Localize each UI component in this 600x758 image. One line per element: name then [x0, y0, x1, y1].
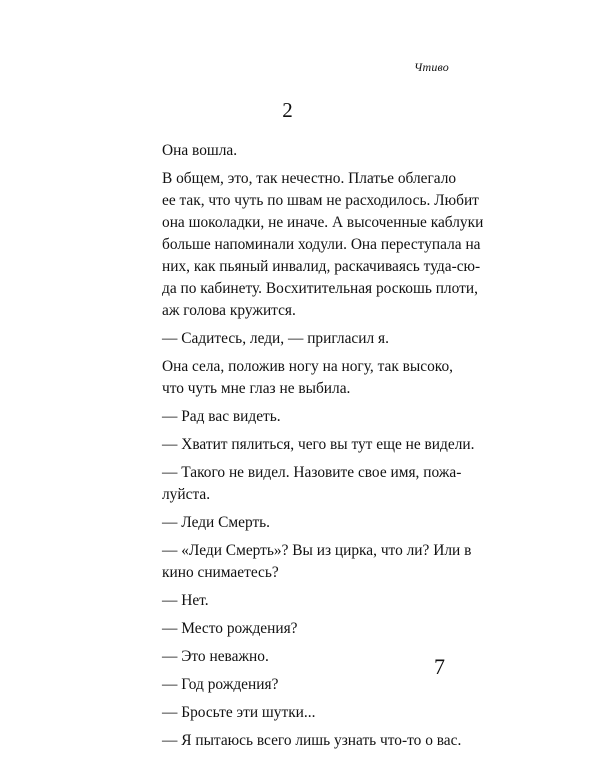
paragraph: [148, 512, 446, 534]
text-line: что чуть мне глаз не выбила.: [162, 380, 351, 397]
text-line: кино снимаетесь?: [162, 564, 279, 581]
text-line: ее так, что чуть по швам не расходилось. Любит: [162, 192, 479, 209]
text-line: — Леди Смерть.: [162, 514, 271, 531]
text-line: — Рад вас видеть.: [162, 408, 281, 425]
running-head: Чтиво: [414, 60, 449, 74]
text-line: — Бросьте эти шутки...: [162, 704, 316, 721]
paragraph: [148, 730, 462, 752]
text-line: она шоколадки, не иначе. А высоченные каблуки: [162, 214, 484, 231]
paragraph: [148, 702, 446, 724]
text-line: — Нет.: [162, 592, 209, 609]
text-line: Она вошла.: [162, 142, 238, 159]
paragraph: [148, 646, 446, 668]
text-line: больше напоминали ходули. Она переступала на: [162, 236, 481, 253]
text-line: аж голова кружится.: [162, 302, 296, 319]
paragraph: [148, 406, 446, 428]
text-line: них, как пьяный инвалид, раскачиваясь туда-сю-: [162, 258, 481, 275]
text-line: В общем, это, так нечестно. Платье облегало: [162, 170, 457, 187]
paragraph: [148, 140, 446, 162]
text-line: — «Леди Смерть»? Вы из цирка, что ли? Или в: [162, 542, 472, 559]
text-line: — Хватит пялиться, чего вы тут еще не видели.: [162, 436, 475, 453]
paragraph: [148, 674, 446, 696]
text-line: — Садитесь, леди, — пригласил я.: [162, 330, 389, 347]
text-line: — Такого не видел. Назовите свое имя, пожа-: [162, 464, 462, 481]
text-line: — Я пытаюсь всего лишь узнать что-то о вас.: [162, 732, 462, 749]
chapter-number: 2: [282, 98, 293, 122]
text-line: — Место рождения?: [162, 620, 298, 637]
paragraph: [148, 540, 472, 584]
paragraph: [148, 462, 462, 506]
paragraph: [148, 434, 475, 456]
text-line: — Это неважно.: [162, 648, 269, 665]
paragraph: [148, 168, 484, 322]
body-text: [148, 140, 484, 758]
paragraph: [148, 328, 446, 350]
paragraph: [148, 356, 454, 400]
text-line: луйста.: [162, 486, 211, 503]
text-line: да по кабинету. Восхитительная роскошь плоти,: [162, 280, 478, 297]
page-number: 7: [434, 654, 445, 679]
text-line: Она села, положив ногу на ногу, так высоко,: [162, 358, 454, 375]
paragraph: [148, 618, 446, 640]
text-line: — Год рождения?: [162, 676, 279, 693]
paragraph: [148, 590, 446, 612]
